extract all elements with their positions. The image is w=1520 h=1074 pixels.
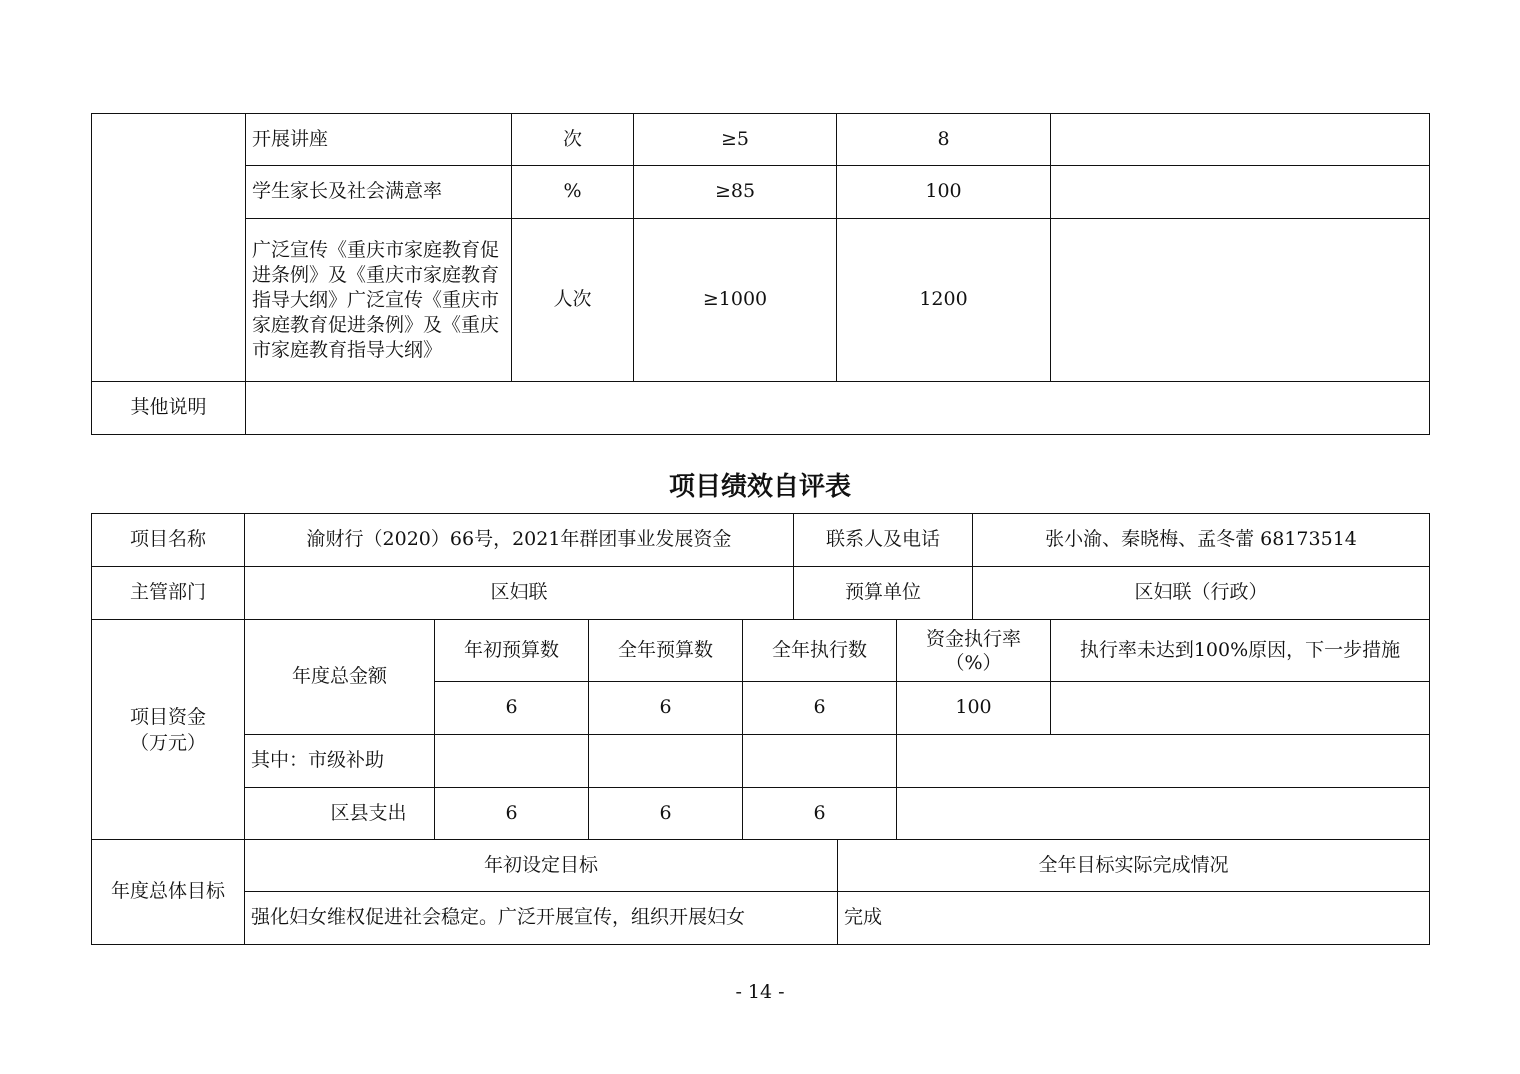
goal-done-header: 全年目标实际完成情况 <box>837 839 1430 892</box>
total-executed: 6 <box>742 681 897 735</box>
note-cell <box>1050 218 1430 382</box>
actual-cell: 8 <box>836 113 1051 166</box>
contact-value: 张小渝、秦晓梅、孟冬蕾 68173514 <box>972 513 1430 567</box>
col-annual-header: 全年预算数 <box>588 619 743 682</box>
annual-total-label: 年度总金额 <box>244 619 435 735</box>
funds-label <box>91 619 245 840</box>
total-annual: 6 <box>588 681 743 735</box>
budget-unit-label: 预算单位 <box>793 566 973 620</box>
unit-cell: % <box>511 165 634 219</box>
city-subsidy-label: 其中：市级补助 <box>244 734 435 788</box>
top-left-merged-cell <box>91 113 246 382</box>
funds-label-text: 项目资金（万元） <box>129 705 206 754</box>
actual-cell: 1200 <box>836 218 1051 382</box>
col-executed-header: 全年执行数 <box>742 619 897 682</box>
city-annual <box>588 734 743 788</box>
dept-value: 区妇联 <box>244 566 794 620</box>
total-initial: 6 <box>434 681 589 735</box>
goal-set-text: 强化妇女维权促进社会稳定。广泛开展宣传，组织开展妇女 <box>244 891 838 945</box>
page-number: - 14 - <box>735 981 785 1003</box>
indicator-cell: 广泛宣传《重庆市家庭教育促进条例》及《重庆市家庭教育指导大纲》广泛宣传《重庆市家庭教育促进条例》及《重庆市家庭教育指导大纲》 <box>245 218 512 382</box>
county-executed: 6 <box>742 787 897 840</box>
county-annual: 6 <box>588 787 743 840</box>
indicator-cell: 开展讲座 <box>245 113 512 166</box>
target-cell: ≥5 <box>633 113 837 166</box>
indicator-cell: 学生家长及社会满意率 <box>245 165 512 219</box>
target-cell: ≥85 <box>633 165 837 219</box>
city-blank <box>896 734 1430 788</box>
project-name-value: 渝财行（2020）66号，2021年群团事业发展资金 <box>244 513 794 567</box>
unit-cell: 人次 <box>511 218 634 382</box>
county-initial: 6 <box>434 787 589 840</box>
note-cell <box>1050 113 1430 166</box>
goal-done-text: 完成 <box>837 891 1430 945</box>
project-name-label: 项目名称 <box>91 513 245 567</box>
col-reason-header: 执行率未达到100%原因，下一步措施 <box>1050 619 1430 682</box>
col-rate-header <box>896 619 1051 682</box>
unit-cell: 次 <box>511 113 634 166</box>
other-notes-label: 其他说明 <box>91 381 246 435</box>
city-executed <box>742 734 897 788</box>
target-cell: ≥1000 <box>633 218 837 382</box>
dept-label: 主管部门 <box>91 566 245 620</box>
total-rate: 100 <box>896 681 1051 735</box>
annual-goal-label: 年度总体目标 <box>91 839 245 945</box>
note-cell <box>1050 165 1430 219</box>
col-initial-header: 年初预算数 <box>434 619 589 682</box>
county-spending-label: 区县支出 <box>244 787 435 840</box>
county-blank <box>896 787 1430 840</box>
actual-cell: 100 <box>836 165 1051 219</box>
total-reason <box>1050 681 1430 735</box>
city-initial <box>434 734 589 788</box>
goal-set-header: 年初设定目标 <box>244 839 838 892</box>
page-title: 项目绩效自评表 <box>668 472 851 502</box>
other-notes-value <box>245 381 1430 435</box>
contact-label: 联系人及电话 <box>793 513 973 567</box>
col-rate-header-text: 资金执行率（%） <box>925 627 1021 674</box>
budget-unit-value: 区妇联（行政） <box>972 566 1430 620</box>
